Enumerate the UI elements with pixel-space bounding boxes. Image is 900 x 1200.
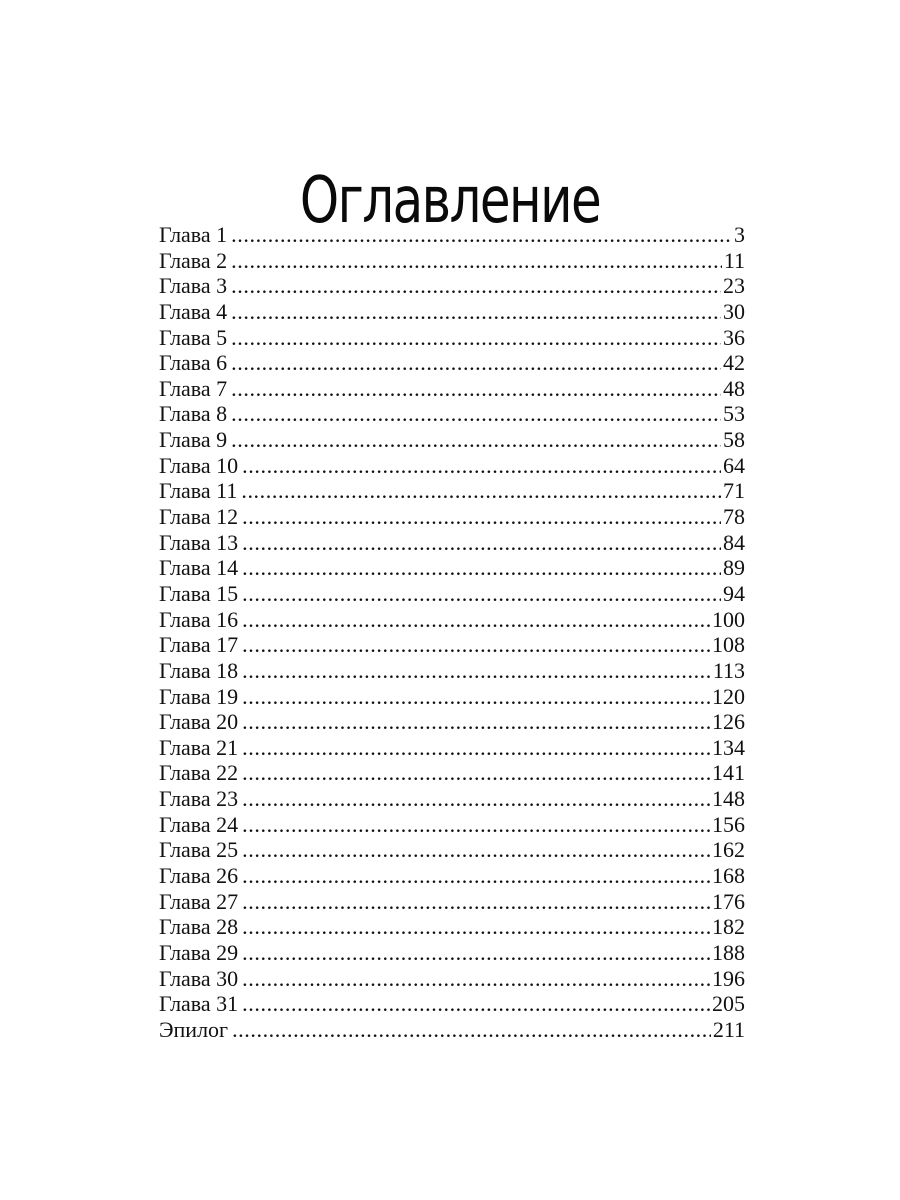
dot-leader [231,401,721,427]
page-title: Оглавление [299,163,601,238]
toc-entry-page-number: 108 [712,632,745,658]
toc-entry-label: Глава 13 [159,529,239,555]
toc-entry[interactable] [159,299,745,325]
toc-entry-label: Глава 22 [159,760,239,786]
dot-leader [242,812,710,838]
toc-entry[interactable] [159,401,745,427]
dot-leader [231,376,721,402]
dot-leader [242,735,710,761]
toc-entry-page-number: 100 [712,606,745,632]
dot-leader [242,863,710,889]
dot-leader [242,504,721,530]
toc-entry-page-number: 64 [723,452,745,478]
toc-entry-page-number: 3 [734,222,745,247]
toc-entry[interactable] [159,889,745,915]
toc-entry-page-number: 53 [723,401,745,427]
toc-entry-page-number: 188 [712,939,745,965]
toc-entry-page-number: 11 [723,247,745,273]
toc-entry-label: Глава 14 [159,555,239,581]
toc-entry-label: Глава 15 [159,580,239,606]
dot-leader [242,991,710,1017]
toc-entry[interactable] [159,991,745,1017]
toc-entry-page-number: 162 [712,837,745,863]
dot-leader [242,786,710,812]
toc-entry-label: Глава 12 [159,504,239,530]
toc-entry-label: Глава 17 [159,632,239,658]
toc-entry[interactable] [159,735,745,761]
dot-leader [242,709,710,735]
toc-entry-page-number: 71 [723,478,745,504]
toc-entry-page-number: 168 [712,863,745,889]
toc-entry-label: Глава 29 [159,939,239,965]
dot-leader [231,248,722,274]
dot-leader [242,760,710,786]
toc-entry[interactable] [159,940,745,966]
toc-entry-page-number: 113 [712,657,745,683]
dot-leader [232,1017,711,1043]
dot-leader [231,427,721,453]
toc-entry-label: Глава 1 [159,222,228,247]
toc-entry[interactable] [159,812,745,838]
dot-leader [242,889,710,915]
toc-entry-label: Глава 24 [159,811,239,837]
toc-entry-label: Глава 26 [159,863,239,889]
toc-entry-page-number: 78 [723,504,745,530]
dot-leader [242,453,721,479]
toc-entry[interactable] [159,530,745,556]
toc-entry-page-number: 120 [712,683,745,709]
toc-entry[interactable] [159,658,745,684]
toc-entry-page-number: 94 [723,580,745,606]
toc-entry[interactable] [159,914,745,940]
dot-leader [231,325,721,351]
dot-leader [242,837,710,863]
toc-entry[interactable] [159,786,745,812]
toc-entry[interactable] [159,1017,745,1043]
toc-entry-label: Глава 4 [159,298,228,324]
dot-leader [242,684,710,710]
toc-entry[interactable] [159,222,745,248]
toc-entry-label: Глава 5 [159,324,228,350]
toc-entry-page-number: 205 [712,991,745,1017]
dot-leader [241,478,721,504]
dot-leader [231,299,721,325]
toc-entry-label: Глава 21 [159,734,239,760]
dot-leader [231,350,721,376]
toc-entry[interactable] [159,966,745,992]
toc-entry-page-number: 89 [723,555,745,581]
toc-entry-label: Глава 19 [159,683,239,709]
dot-leader [242,555,721,581]
toc-entry-page-number: 126 [712,709,745,735]
toc-entry[interactable] [159,248,745,274]
dot-leader [242,607,710,633]
toc-entry[interactable] [159,504,745,530]
toc-entry[interactable] [159,607,745,633]
toc-entry[interactable] [159,478,745,504]
dot-leader [231,222,732,248]
toc-entry-label: Глава 16 [159,606,239,632]
toc-entry[interactable] [159,555,745,581]
toc-entry[interactable] [159,581,745,607]
toc-entry-label: Глава 30 [159,965,239,991]
dot-leader [231,273,721,299]
dot-leader [242,966,710,992]
toc-entry[interactable] [159,273,745,299]
toc-entry-label: Глава 27 [159,888,239,914]
toc-entry-label: Глава 18 [159,657,239,683]
dot-leader [242,530,721,556]
toc-entry[interactable] [159,837,745,863]
toc-entry[interactable] [159,709,745,735]
toc-entry-page-number: 58 [723,427,745,453]
toc-entry[interactable] [159,376,745,402]
toc-entry-page-number: 48 [723,375,745,401]
toc-entry[interactable] [159,863,745,889]
toc-entry[interactable] [159,684,745,710]
toc-entry-label: Глава 10 [159,452,239,478]
toc-entry-label: Глава 3 [159,273,228,299]
toc-entry[interactable] [159,325,745,351]
toc-entry-page-number: 84 [723,529,745,555]
toc-entry-page-number: 148 [712,786,745,812]
toc-entry-page-number: 156 [712,811,745,837]
toc-entry-label: Глава 25 [159,837,239,863]
dot-leader [242,658,711,684]
toc-entry-page-number: 42 [723,350,745,376]
toc-entry-label: Глава 20 [159,709,239,735]
dot-leader [242,581,721,607]
toc-entry-page-number: 23 [723,273,745,299]
dot-leader [242,940,710,966]
toc-entry-page-number: 36 [723,324,745,350]
toc-entry-page-number: 182 [712,914,745,940]
toc-entry[interactable] [159,350,745,376]
toc-entry-page-number: 176 [712,888,745,914]
toc-entry-page-number: 211 [712,1016,745,1042]
toc-entry-label: Глава 2 [159,247,228,273]
toc-entry-label: Глава 9 [159,427,228,453]
toc-entry-page-number: 30 [723,298,745,324]
toc-entry-label: Эпилог [159,1016,229,1042]
toc-entry-label: Глава 6 [159,350,228,376]
dot-leader [242,632,710,658]
toc-entry-page-number: 141 [712,760,745,786]
toc-entry-page-number: 196 [712,965,745,991]
toc-entry[interactable] [159,453,745,479]
table-of-contents [159,222,745,1043]
toc-entry[interactable] [159,427,745,453]
toc-entry-label: Глава 8 [159,401,228,427]
toc-entry-label: Глава 31 [159,991,239,1017]
dot-leader [242,914,710,940]
toc-entry-page-number: 134 [712,734,745,760]
toc-entry-label: Глава 7 [159,375,228,401]
toc-entry-label: Глава 28 [159,914,239,940]
toc-entry-label: Глава 23 [159,786,239,812]
toc-entry-label: Глава 11 [159,478,238,504]
toc-entry[interactable] [159,632,745,658]
toc-entry[interactable] [159,760,745,786]
